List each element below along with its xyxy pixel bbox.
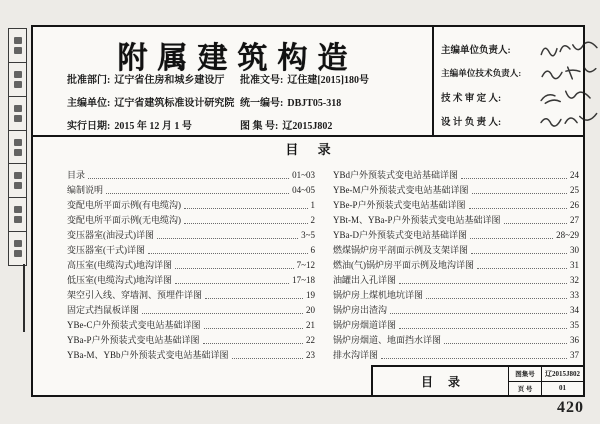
atlas-title: 附属建筑构造 (117, 42, 358, 75)
toc-entry (67, 167, 315, 182)
info-value: 辽住建[2015]180号 (287, 75, 370, 86)
toc-entry (333, 317, 579, 332)
toc-entry-title: 变压器室(干式)详图 (67, 245, 145, 255)
toc-entry (333, 257, 579, 272)
toc-entry-pages: 33 (570, 290, 579, 300)
info-label: 图 集 号: (240, 121, 279, 132)
toc-entry-title: 燃煤锅炉房平剖面示例及支架详图 (333, 245, 469, 255)
toc-entry-title: 编制说明 (67, 185, 104, 195)
tab-glyph (14, 149, 22, 156)
title-block (371, 365, 583, 395)
toc-entry-pages: 22 (306, 335, 315, 345)
toc-dot-leader (399, 328, 567, 329)
toc-entry-pages: 7~12 (296, 260, 315, 270)
toc-dot-leader (205, 298, 303, 299)
info-row (67, 71, 429, 94)
toc-entry-title: 锅炉房烟道详图 (333, 320, 397, 330)
toc-entry (333, 197, 579, 212)
toc-entry (67, 332, 315, 347)
toc-dot-leader (142, 313, 303, 314)
toc-dot-leader (461, 178, 567, 179)
title-block-table (508, 367, 583, 395)
toc-entry-pages: 26 (570, 200, 579, 210)
toc-heading: 目 录 (285, 142, 331, 157)
sheet-name: 目 录 (420, 374, 460, 389)
signature-scribble (539, 85, 600, 108)
info-label: 实行日期: (67, 121, 111, 132)
toc-entry-pages: 3~5 (301, 230, 315, 240)
tab-glyph (14, 250, 22, 257)
side-tab (9, 232, 26, 265)
tab-glyph (14, 206, 22, 213)
toc-dot-leader (204, 328, 304, 329)
toc-dot-leader (399, 283, 567, 284)
toc-entry-title: 变压器室(油浸式)详图 (67, 230, 154, 240)
toc-entry-pages: 28~29 (556, 230, 579, 240)
binding-edge-line (23, 264, 25, 332)
toc-entry-pages: 20 (306, 305, 315, 315)
side-tab (9, 198, 26, 232)
toc-entry-title: 燃油(气)锅炉房平面示例及地沟详图 (333, 260, 474, 270)
tab-glyph (14, 240, 22, 247)
tab-glyph (14, 172, 22, 179)
toc-entry-title: 低压室(电缆沟式)地沟详图 (67, 275, 172, 285)
toc-dot-leader (184, 223, 308, 224)
toc-column-left (67, 167, 315, 362)
info-value: 辽2015J802 (282, 121, 333, 132)
toc-dot-leader (444, 343, 567, 344)
toc-entry (67, 317, 315, 332)
toc-dot-leader (470, 238, 553, 239)
info-value: DBJT05-318 (287, 98, 342, 109)
toc-dot-leader (148, 253, 308, 254)
toc-entry (67, 227, 315, 242)
toc-entry-title: YBa-M、YBb户外预装式变电站基础详图 (67, 350, 229, 360)
toc-entry-title: YBa-D户外预装式变电站基础详图 (333, 230, 467, 240)
toc-entry (67, 287, 315, 302)
toc-entry-pages: 30 (570, 245, 579, 255)
toc-entry-pages: 24 (570, 170, 579, 180)
toc-dot-leader (232, 358, 304, 359)
tab-glyph (14, 105, 22, 112)
signature-scribble (539, 109, 600, 132)
toc-dot-leader (157, 238, 298, 239)
info-col2 (240, 117, 332, 132)
tab-glyph (14, 115, 22, 122)
toc-entry-title: 变配电所平面示例(无电缆沟) (67, 215, 181, 225)
toc-entry (333, 302, 579, 317)
toc-dot-leader (175, 283, 289, 284)
signature-scribble (539, 37, 600, 60)
signature-scribble (539, 61, 600, 84)
toc-entry (333, 242, 579, 257)
toc-dot-leader (471, 253, 567, 254)
signature-block (441, 37, 583, 133)
toc-entry (333, 182, 579, 197)
toc-entry (333, 272, 579, 287)
book-page-number: 420 (557, 399, 584, 416)
toc-entry-title: 锅炉房上煤机地坑详图 (333, 290, 424, 300)
side-tab (9, 97, 26, 131)
toc-entry (67, 182, 315, 197)
toc-entry-pages: 34 (570, 305, 579, 315)
toc-entry-title: YBd户外预装式变电站基础详图 (333, 170, 459, 180)
toc-entry-title: YBe-M户外预装式变电站基础详图 (333, 185, 469, 195)
tab-glyph (14, 216, 22, 223)
signature-row (441, 109, 583, 133)
atlas-number-row (509, 367, 583, 382)
toc-column-right (333, 167, 579, 362)
toc-entry (67, 257, 315, 272)
toc-entry-title: 架空引入线、穿墙洞、预埋件详图 (67, 290, 203, 300)
tab-glyph (14, 71, 22, 78)
signature-label: 设 计 负 责 人: (441, 118, 502, 128)
toc-entry-title: 目录 (67, 170, 86, 180)
toc-dot-leader (88, 178, 289, 179)
toc-entry (333, 347, 579, 362)
toc-entry-pages: 31 (570, 260, 579, 270)
info-value: 辽宁省住房和城乡建设厅 (114, 75, 225, 86)
toc-entry-pages: 27 (570, 215, 579, 225)
info-col2 (240, 94, 341, 109)
toc-entry (67, 197, 315, 212)
signature-label: 技 术 审 定 人: (441, 94, 502, 104)
info-row (67, 94, 429, 117)
toc-entry-pages: 23 (306, 350, 315, 360)
toc-entry-pages: 6 (310, 245, 315, 255)
side-tab (9, 29, 26, 63)
toc-dot-leader (504, 223, 567, 224)
toc-entry-pages: 2 (310, 215, 315, 225)
info-value: 辽宁省建筑标准设计研究院 (114, 98, 235, 109)
toc-entry-pages: 37 (570, 350, 579, 360)
toc-entry (67, 212, 315, 227)
toc-dot-leader (184, 208, 308, 209)
toc-entry-pages: 1 (310, 200, 315, 210)
toc-entry (67, 302, 315, 317)
toc-entry (333, 167, 579, 182)
toc-entry-title: YBe-P户外预装式变电站基础详图 (333, 200, 466, 210)
info-label: 主编单位: (67, 98, 111, 109)
toc-dot-leader (469, 208, 567, 209)
toc-dot-leader (203, 343, 303, 344)
sheet-header (33, 27, 583, 137)
toc-entry (67, 242, 315, 257)
toc-entry-pages: 35 (570, 320, 579, 330)
sheet-frame (31, 25, 585, 397)
toc-dot-leader (472, 193, 568, 194)
toc-entry (333, 227, 579, 242)
toc-entry (333, 287, 579, 302)
toc-entry-title: YBa-P户外预装式变电站基础详图 (67, 335, 200, 345)
sheet-number-label: 页 号 (509, 382, 542, 396)
info-label: 统一编号: (240, 98, 284, 109)
signature-row (441, 61, 583, 85)
side-tab (9, 63, 26, 97)
info-label: 批准部门: (67, 75, 111, 86)
toc-entry-title: 高压室(电缆沟式)地沟详图 (67, 260, 172, 270)
toc-dot-leader (175, 268, 294, 269)
toc-dot-leader (426, 298, 567, 299)
toc-entry-pages: 36 (570, 335, 579, 345)
side-tab-strip (8, 28, 27, 266)
toc-entry-title: YBe-C户外预装式变电站基础详图 (67, 320, 201, 330)
toc-dot-leader (106, 193, 289, 194)
tab-glyph (14, 182, 22, 189)
toc-entry (333, 332, 579, 347)
atlas-number-label: 图集号 (509, 367, 542, 381)
info-row (67, 117, 429, 140)
toc-entry-title: 锅炉房烟道、地面挡水详图 (333, 335, 442, 345)
info-label: 批准文号: (240, 75, 284, 86)
sheet-number-row (509, 382, 583, 396)
toc-entry-title: 排水沟详图 (333, 350, 379, 360)
atlas-number-value: 辽2015J802 (545, 369, 580, 378)
toc-entry-title: 锅炉房出渣沟 (333, 305, 388, 315)
toc-entry (67, 272, 315, 287)
signature-label: 主编单位技术负责人: (441, 68, 522, 78)
toc-dot-leader (477, 268, 567, 269)
signature-label: 主编单位负责人: (441, 46, 511, 56)
toc-entry-pages: 25 (570, 185, 579, 195)
tab-glyph (14, 139, 22, 146)
approval-info (67, 71, 429, 140)
toc-entry-title: 油罐出入孔详图 (333, 275, 397, 285)
tab-glyph (14, 81, 22, 88)
toc-entry-title: 变配电所平面示例(有电缆沟) (67, 200, 181, 210)
toc-entry-pages: 17~18 (292, 275, 315, 285)
info-col2 (240, 71, 369, 86)
toc-entry-pages: 32 (570, 275, 579, 285)
toc-entry-title: 固定式挡鼠板详图 (67, 305, 140, 315)
toc-entry (333, 212, 579, 227)
toc-dot-leader (381, 358, 567, 359)
toc-dot-leader (390, 313, 567, 314)
toc-entry-title: YBt-M、YBa-P户外预装式变电站基础详图 (333, 215, 501, 225)
info-value: 2015 年 12 月 1 号 (114, 121, 192, 132)
tab-glyph (14, 47, 22, 54)
toc-entry-pages: 01~03 (292, 170, 315, 180)
toc-entry-pages: 21 (306, 320, 315, 330)
signature-row (441, 37, 583, 61)
sheet-number-value: 01 (559, 384, 566, 393)
side-tab (9, 164, 26, 198)
tab-glyph (14, 37, 22, 44)
toc-entry-pages: 04~05 (292, 185, 315, 195)
header-divider (432, 27, 434, 137)
side-tab (9, 131, 26, 165)
toc-entry (67, 347, 315, 362)
toc-entry-pages: 19 (306, 290, 315, 300)
signature-row (441, 85, 583, 109)
